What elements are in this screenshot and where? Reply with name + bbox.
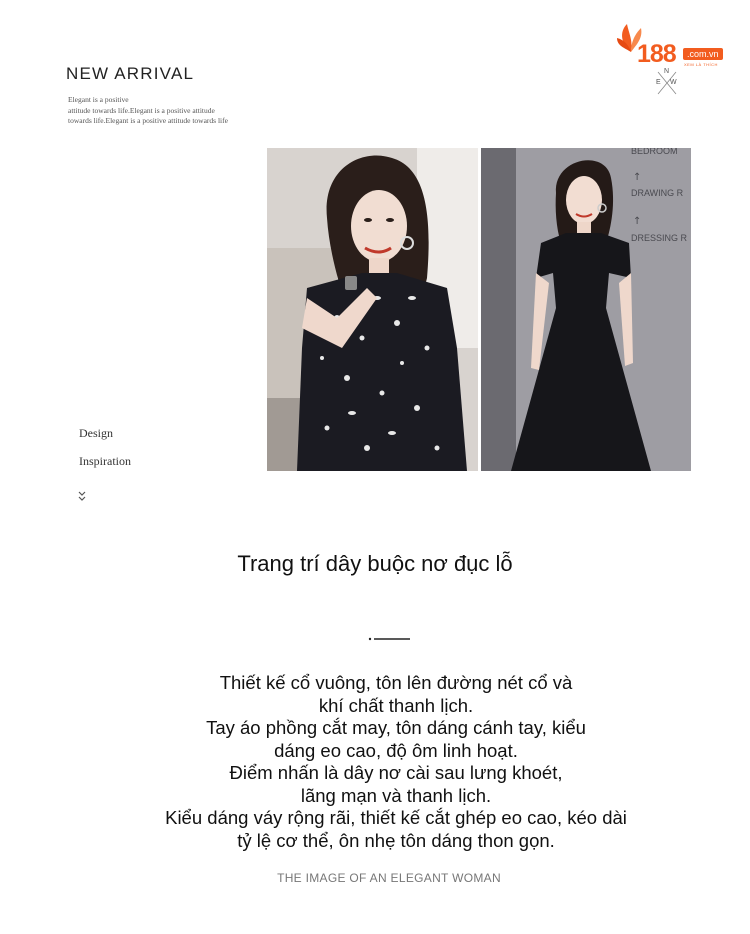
compass-icon (654, 68, 680, 98)
description-line: lãng mạn và thanh lịch. (300, 784, 492, 806)
logo-number: 188 (637, 40, 676, 68)
page-title: NEW ARRIVAL (66, 64, 195, 83)
description-line: Kiểu dáng váy rộng rãi, thiết kế cắt ghép eo cao, kéo dài (165, 807, 627, 828)
product-photo-floral-dress (267, 148, 478, 471)
description-line: tỷ lệ cơ thể, ôn nhẹ tôn dáng thon gọn. (237, 829, 555, 851)
description-line: khí chất thanh lịch. (318, 694, 474, 716)
wall-sign-bedroom: BEDROOM (631, 148, 678, 156)
design-label: Design (79, 426, 113, 440)
tagline-line: Elegant is a positive (68, 95, 129, 104)
product-photo-black-dress (481, 148, 691, 471)
logo-tagline: XEM LÀ THÍCH (684, 62, 718, 67)
brand-logo[interactable] (617, 22, 735, 100)
svg-text:↑: ↑ (633, 172, 642, 183)
tagline-line: towards life.Elegant is a positive attitude towards life (68, 116, 228, 125)
tagline (68, 95, 278, 127)
double-chevron-down-icon (77, 489, 87, 503)
tagline-line: attitude towards life.Elegant is a positive attitude (68, 105, 215, 115)
compass-n: N (664, 68, 670, 75)
logo-domain: .com.vn (683, 48, 723, 60)
divider (368, 628, 410, 630)
compass-w: W (670, 79, 677, 86)
inspiration-label: Inspiration (79, 454, 131, 468)
svg-text:↑: ↑ (633, 216, 642, 227)
section-heading: Trang trí dây buộc nơ đục lỗ (237, 551, 513, 576)
footer-caption: THE IMAGE OF AN ELEGANT WOMAN (277, 871, 501, 885)
description-line: Tay áo phồng cắt may, tôn dáng cánh tay, kiểu (206, 717, 586, 738)
wall-sign-dressing: DRESSING R (631, 233, 688, 243)
description-line: Điểm nhấn là dây nơ cài sau lưng khoét, (229, 762, 563, 783)
description-line: dáng eo cao, độ ôm linh hoạt. (274, 739, 518, 761)
description-line: Thiết kế cổ vuông, tôn lên đường nét cổ và (219, 672, 573, 693)
compass-e: E (656, 79, 661, 86)
description (100, 672, 692, 852)
wall-sign-drawing: DRAWING R (631, 188, 684, 198)
